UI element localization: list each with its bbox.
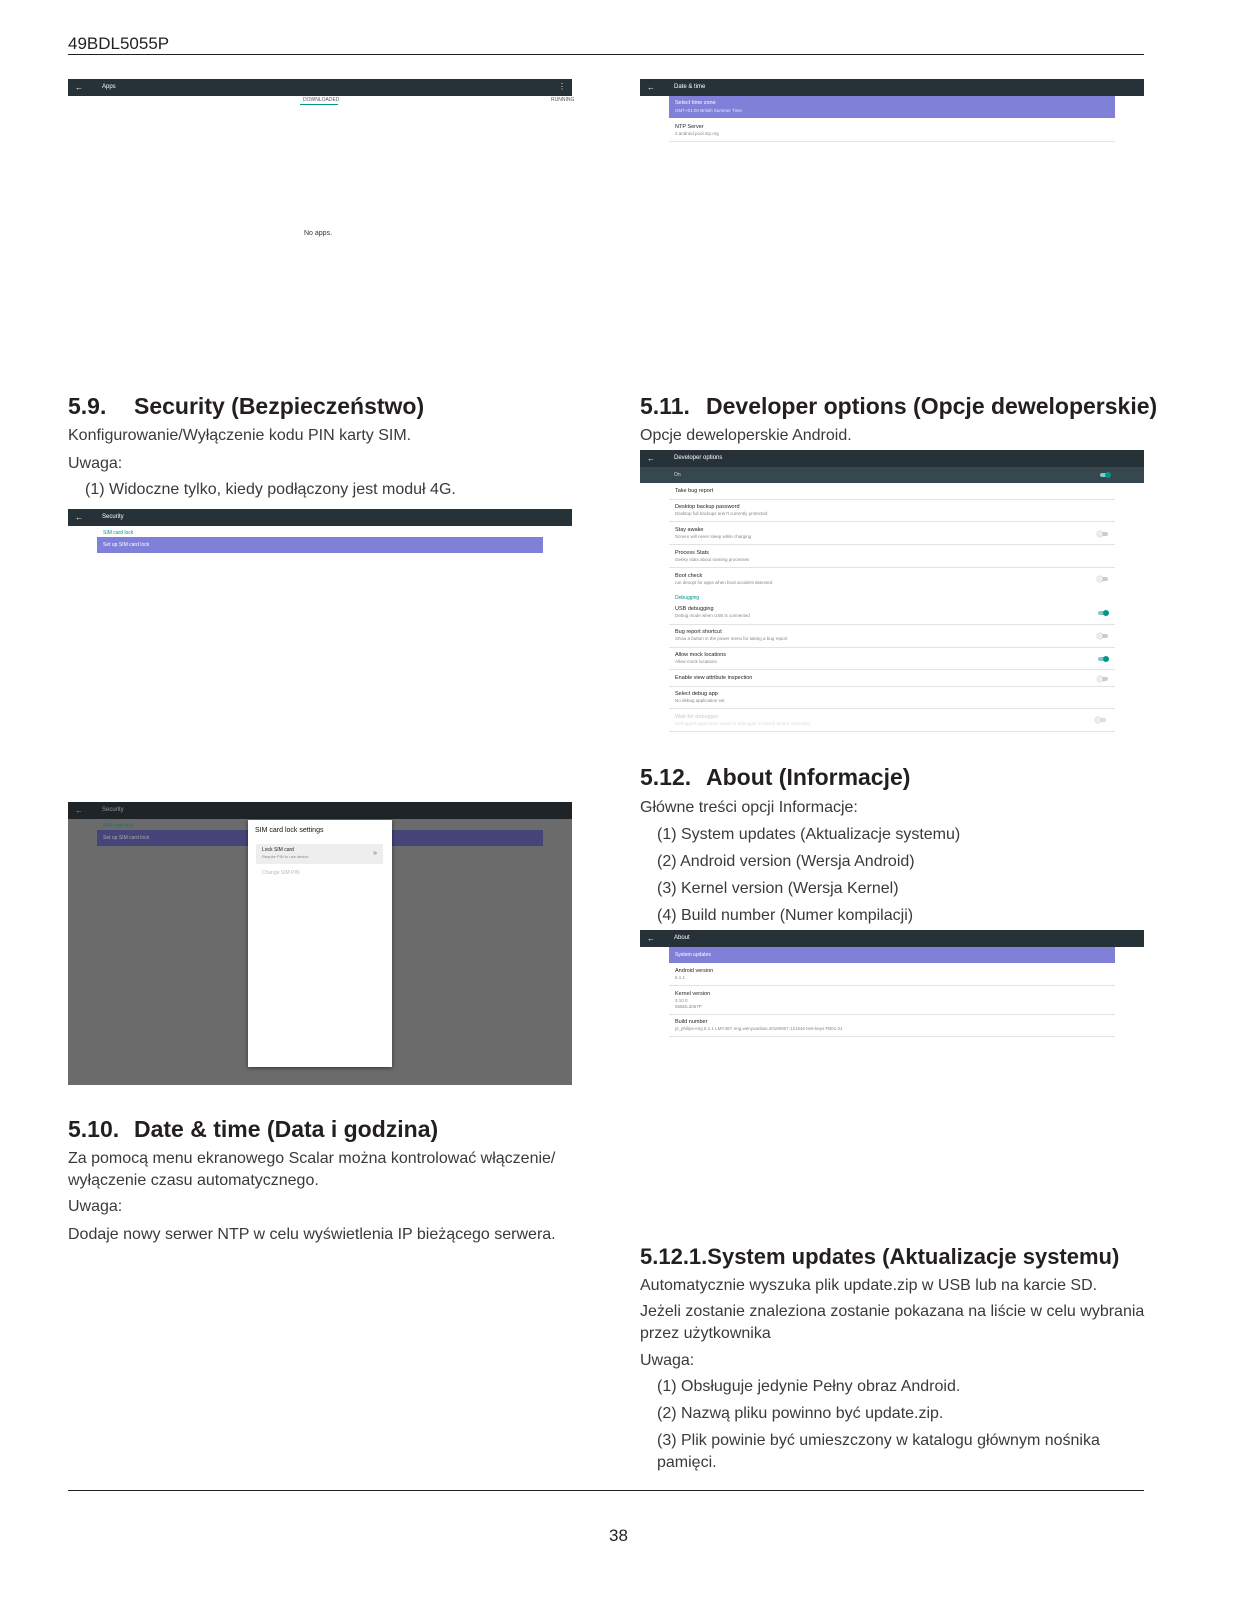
stay-awake-toggle[interactable] (1098, 532, 1108, 536)
back-arrow-icon[interactable]: ← (75, 513, 83, 522)
dev-item-summary: No debug application set (675, 698, 725, 703)
no-apps-text: No apps. (304, 230, 333, 237)
dev-item-title: Take bug report (675, 488, 714, 494)
about-list-item: (2) Android version (Wersja Android) (657, 853, 915, 870)
developer-app-bar (640, 450, 1144, 467)
date-time-screenshot (640, 79, 1144, 145)
dev-item-title: Allow mock locations (675, 652, 727, 658)
section-5-12-1-desc-2a: Jeżeli zostanie znaleziona zostanie pokazana na liście w celu wybrania (640, 1303, 1145, 1320)
about-list-item: (1) System updates (Aktualizacje systemu) (657, 826, 961, 843)
chevron-right-icon: » (373, 850, 377, 857)
kernel-version-model: 55BDL3057P (675, 1004, 702, 1009)
lock-sim-title: Lock SIM card (262, 847, 294, 853)
section-number: 5.9. (68, 393, 107, 419)
section-5-12-desc: Główne treści opcji Informacje: (640, 799, 858, 816)
dev-item-summary: Debugged application waits for debugger to attach before executing (675, 721, 810, 726)
date-time-app-bar (640, 79, 1144, 96)
section-5-12-1-desc-2b: przez użytkownika (640, 1325, 771, 1342)
dialog-title: SIM card lock settings (255, 827, 324, 834)
divider (669, 731, 1115, 732)
dev-item-title: Enable view attribute inspection (675, 675, 753, 681)
section-number: 5.12. (640, 764, 692, 790)
dev-item-title: Wait for debugger (675, 714, 719, 720)
android-version-title: Android version (675, 968, 714, 974)
divider (669, 708, 1115, 709)
time-zone-title: Select time zone (675, 100, 716, 106)
divider (669, 567, 1115, 568)
apps-screenshot (68, 79, 575, 359)
divider (669, 1014, 1115, 1015)
dimmed-category: SIM card lock (103, 823, 134, 829)
tab-downloaded[interactable]: DOWNLOADED (303, 97, 340, 103)
dev-item-title: Stay awake (675, 527, 704, 533)
tab-indicator (300, 104, 338, 105)
section-number: 5.10. (68, 1116, 120, 1142)
dimmed-item-label: Set up SIM card lock (103, 835, 150, 841)
section-number: 5.11. (640, 393, 690, 419)
back-arrow-icon: ← (75, 806, 83, 815)
usb-debugging-toggle[interactable] (1098, 611, 1108, 615)
section-5-12-1-desc-1: Automatycznie wyszuka plik update.zip w USB lub na karcie SD. (640, 1277, 1098, 1294)
dev-item-title: USB debugging (675, 606, 714, 612)
section-title: Security (Bezpieczeństwo) (134, 393, 425, 419)
view-attribute-toggle[interactable] (1098, 677, 1108, 681)
section-5-10-note-label: Uwaga: (68, 1198, 123, 1215)
more-vert-icon[interactable]: ⋮ (558, 82, 566, 91)
sim-lock-dialog (248, 820, 392, 1067)
header-model: 49BDL5055P (68, 34, 170, 53)
divider (669, 141, 1115, 142)
tab-running[interactable]: RUNNING (551, 97, 575, 103)
section-5-12-1-heading (640, 1244, 1119, 1270)
section-5-10-heading (68, 1116, 438, 1143)
section-5-12-1-note-3a: (3) Plik powinie być umieszczony w katalogu głównym nośnika (657, 1432, 1100, 1449)
section-title: Developer options (Opcje deweloperskie) (706, 393, 1158, 419)
dev-item-title: Process Stats (675, 550, 709, 556)
build-number-title: Build number (675, 1019, 708, 1025)
section-title: System updates (Aktualizacje systemu) (707, 1244, 1120, 1269)
apps-app-bar (68, 79, 572, 96)
boot-check-toggle[interactable] (1098, 577, 1108, 581)
divider (669, 1036, 1115, 1037)
divider (669, 499, 1115, 500)
dev-item-summary: Debug mode when USB is connected (675, 613, 750, 618)
dev-item-summary: Show a button in the power menu for taking a bug report (675, 636, 788, 641)
dev-item-summary: run dexopt for apps when boot accident detected (675, 580, 773, 585)
divider (669, 686, 1115, 687)
section-5-12-1-note-1: (1) Obsługuje jedynie Pełny obraz Android. (657, 1378, 961, 1395)
kernel-version-title: Kernel version (675, 991, 711, 997)
section-5-10-desc-1: Za pomocą menu ekranowego Scalar można kontrolować włączenie/ (68, 1150, 556, 1167)
developer-options-screenshot (640, 450, 1144, 734)
section-number: 5.12.1. (640, 1244, 708, 1269)
apps-title: Apps (102, 84, 116, 90)
section-5-12-1-note-2: (2) Nazwą pliku powinno być update.zip. (657, 1405, 944, 1422)
section-5-12-heading (640, 764, 910, 791)
change-sim-pin-item[interactable]: Change SIM PIN (262, 870, 300, 876)
android-version-value: 5.1.1 (675, 975, 686, 980)
back-arrow-icon[interactable]: ← (75, 83, 83, 92)
mock-locations-toggle[interactable] (1098, 657, 1108, 661)
dimmed-app-bar (68, 802, 572, 819)
wait-debugger-toggle[interactable] (1096, 718, 1106, 722)
back-arrow-icon[interactable]: ← (647, 934, 655, 943)
section-5-12-1-note-3b: pamięci. (657, 1454, 717, 1471)
divider (669, 544, 1115, 545)
section-5-9-note-1: (1) Widoczne tylko, kiedy podłączony jest moduł 4G. (85, 481, 456, 498)
section-5-11-desc: Opcje deweloperskie Android. (640, 427, 852, 444)
dev-item-title: Desktop backup password (675, 504, 740, 510)
section-title: Date & time (Data i godzina) (134, 1116, 439, 1142)
dev-item-title: Select debug app (675, 691, 718, 697)
system-updates-label: System updates (675, 952, 711, 958)
footer-rule (68, 1490, 1144, 1491)
ntp-summary: 2.android.pool.ntp.org (675, 131, 719, 136)
page-number: 38 (609, 1526, 628, 1545)
header-rule (68, 54, 1144, 55)
about-title: About (674, 935, 690, 941)
debugging-category: Debugging (675, 595, 700, 601)
section-5-11-heading (640, 393, 1157, 420)
back-arrow-icon[interactable]: ← (647, 83, 655, 92)
dev-item-summary: Geeky stats about running processes (675, 557, 750, 562)
about-screenshot (640, 930, 1144, 1038)
divider (669, 647, 1115, 648)
time-zone-summary: GMT+01:00 British Summer Time (675, 108, 742, 113)
security-title: Security (102, 514, 124, 520)
section-5-12-1-note-label: Uwaga: (640, 1352, 695, 1369)
master-switch-label: On (674, 472, 681, 478)
lock-sim-summary: Require PIN to use device (262, 854, 309, 859)
about-app-bar (640, 930, 1144, 947)
about-list-item: (3) Kernel version (Wersja Kernel) (657, 880, 899, 897)
set-up-sim-lock-item[interactable] (97, 537, 543, 553)
dev-item-summary: Desktop full backups aren't currently protected (675, 511, 768, 516)
dev-item-title: Bug report shortcut (675, 629, 722, 635)
section-5-10-desc-2: wyłączenie czasu automatycznego. (68, 1172, 319, 1189)
sim-card-lock-category: SIM card lock (103, 530, 134, 536)
divider (669, 669, 1115, 670)
bug-report-shortcut-toggle[interactable] (1098, 634, 1108, 638)
about-list-item: (4) Build number (Numer kompilacji) (657, 907, 914, 924)
security-screenshot (68, 509, 572, 557)
set-up-sim-lock-label: Set up SIM card lock (103, 542, 150, 548)
master-toggle[interactable] (1100, 473, 1110, 477)
dev-item-title: Boot check (675, 573, 703, 579)
section-5-9-note-label: Uwaga: (68, 455, 123, 472)
dev-item-summary: Allow mock locations (675, 659, 717, 664)
section-5-10-note: Dodaje nowy serwer NTP w celu wyświetlenia IP bieżącego serwera. (68, 1226, 556, 1243)
security-app-bar (68, 509, 572, 526)
sim-dialog-screenshot (68, 802, 572, 1085)
section-title: About (Informacje) (706, 764, 911, 790)
divider (669, 521, 1115, 522)
divider (669, 624, 1115, 625)
date-time-title: Date & time (674, 84, 706, 90)
ntp-title: NTP Server (675, 124, 704, 130)
dev-item-summary: Screen will never sleep while charging (675, 534, 752, 539)
dimmed-title: Security (102, 807, 124, 813)
system-updates-item[interactable] (669, 947, 1115, 963)
section-5-9-heading (68, 393, 424, 420)
back-arrow-icon[interactable]: ← (647, 454, 655, 463)
section-5-9-desc: Konfigurowanie/Wyłączenie kodu PIN karty SIM. (68, 427, 412, 444)
kernel-version-value: 3.10.0 (675, 998, 688, 1003)
lock-sim-card-item[interactable] (256, 844, 383, 864)
divider (669, 985, 1115, 986)
build-number-value: pl_philips-eng 5.1.1 LMY48Y eng.wenyuanliao.20160907.121546 test-keys FB01.01 (675, 1026, 843, 1031)
select-time-zone-item[interactable] (669, 96, 1115, 118)
master-switch-bar[interactable] (640, 467, 1144, 483)
developer-title: Developer options (674, 455, 723, 461)
